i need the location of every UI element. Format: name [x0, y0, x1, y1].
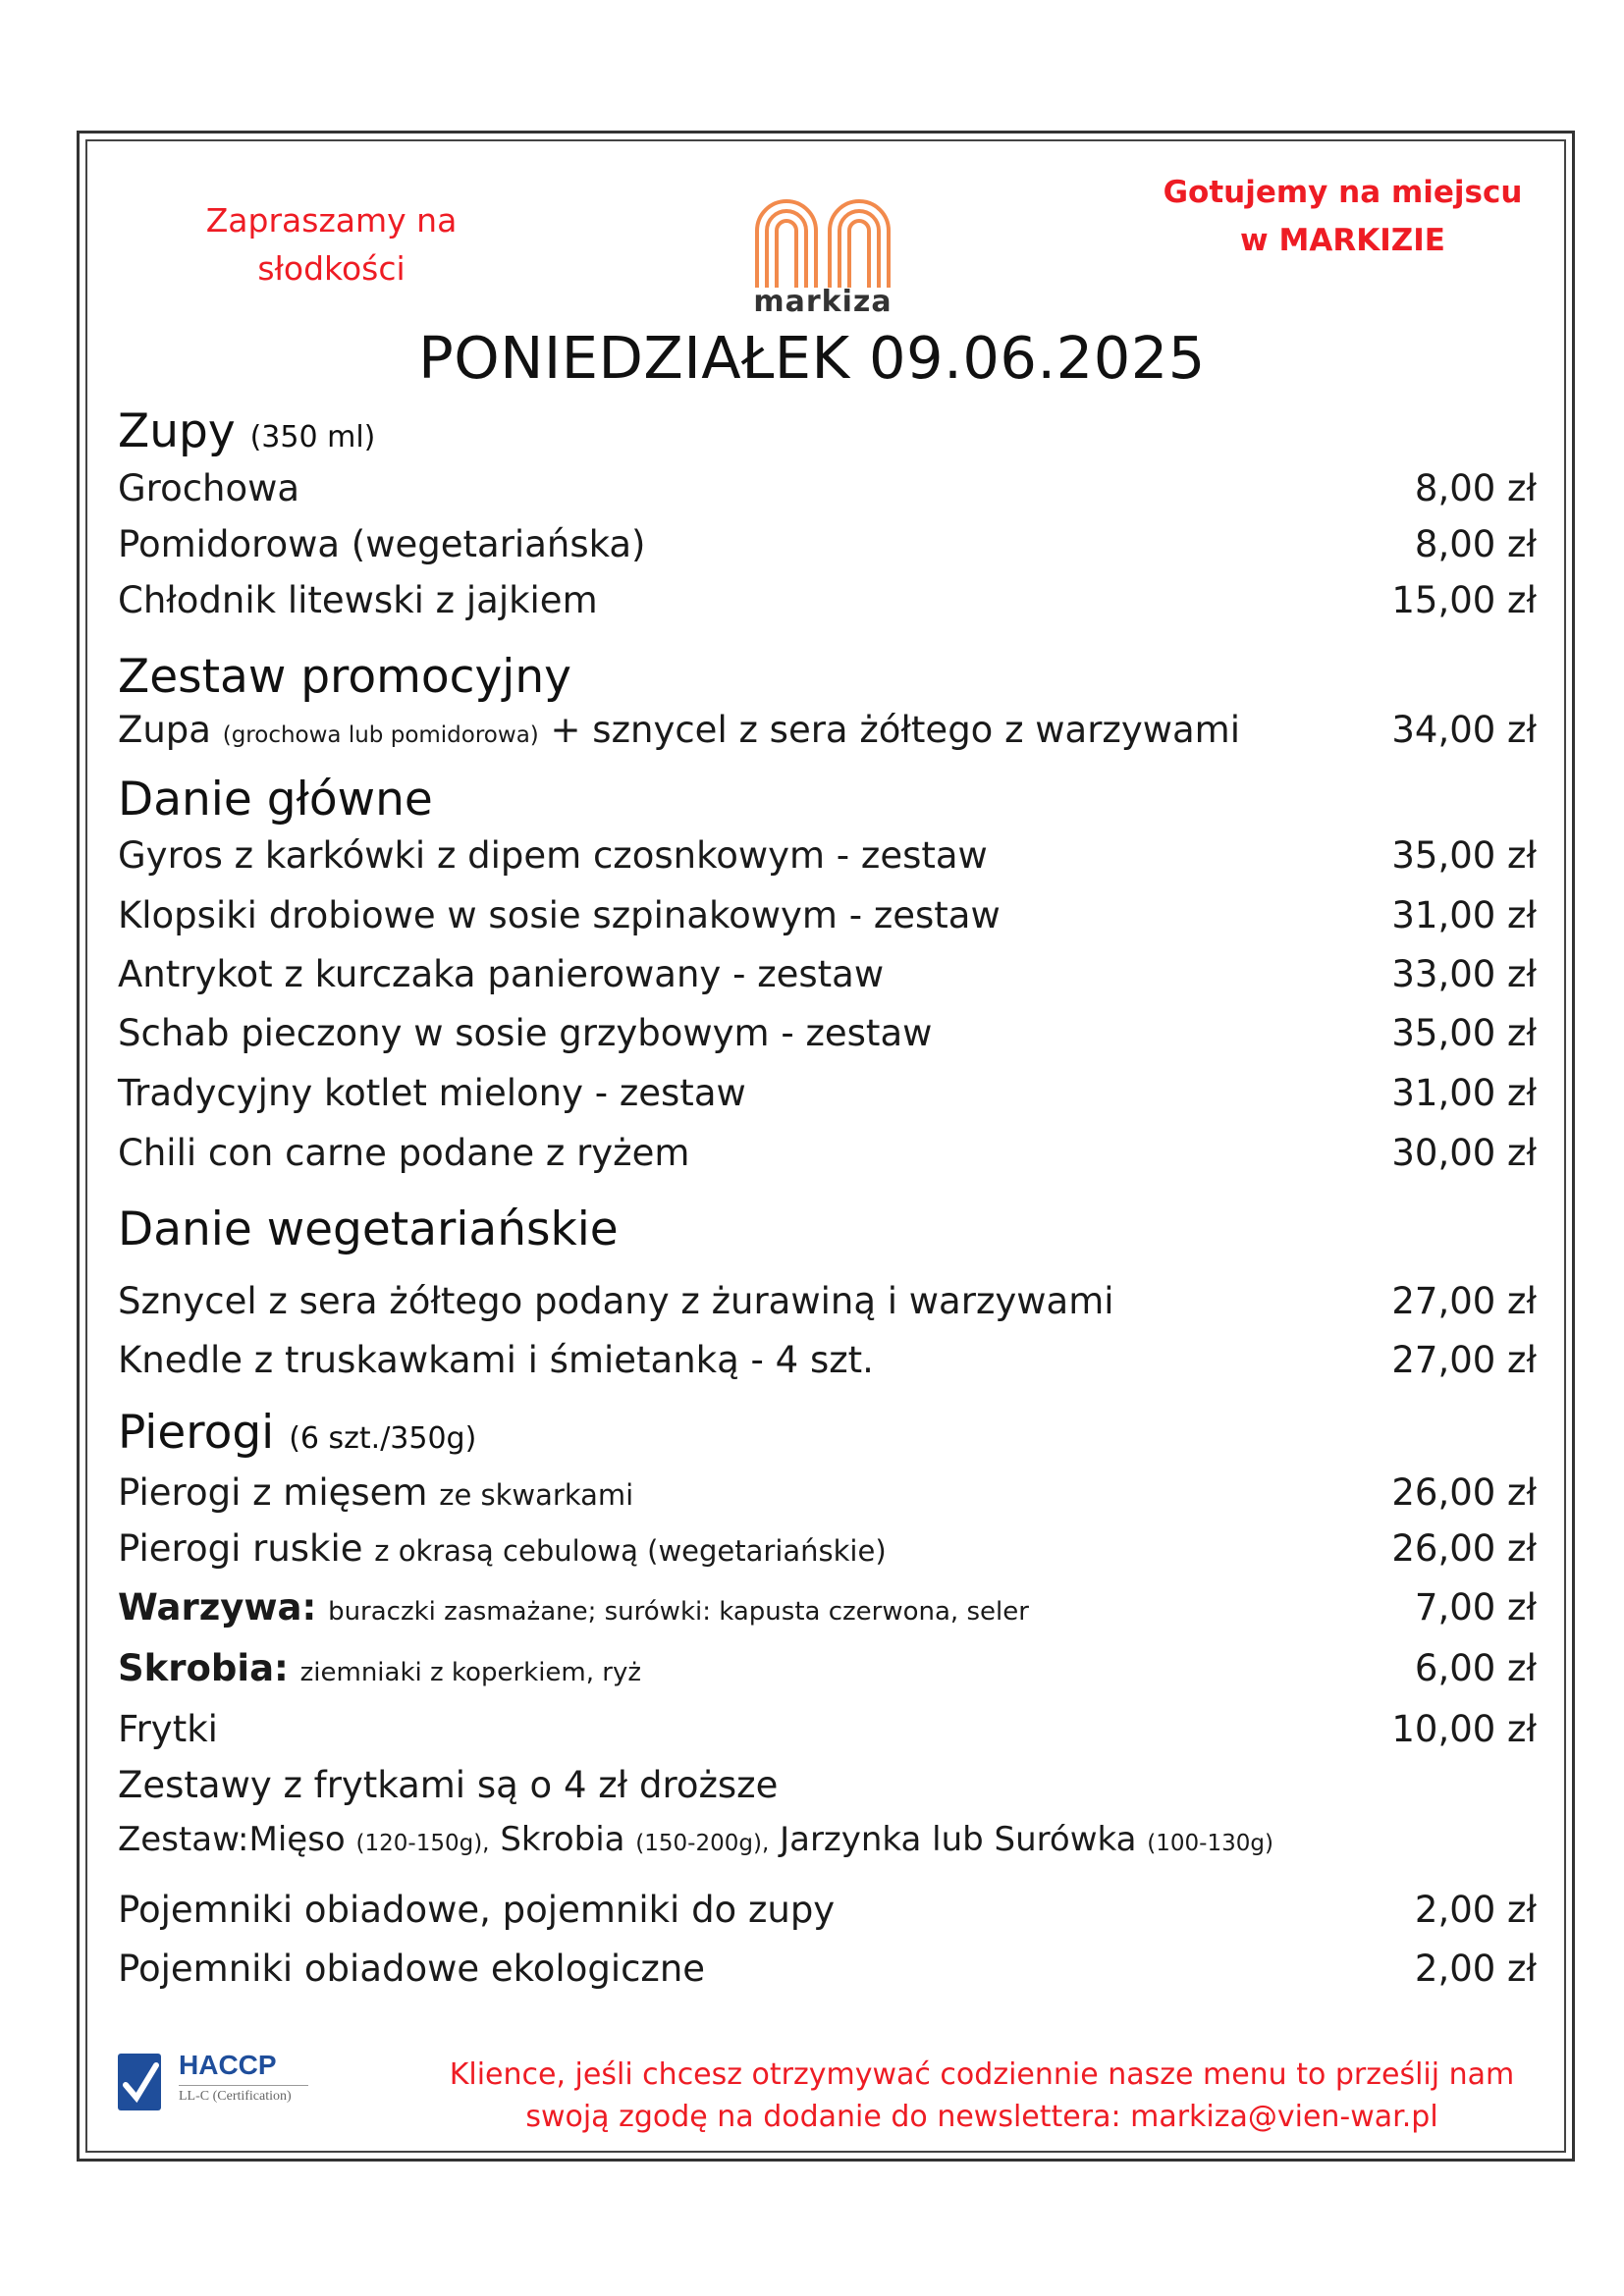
- item-price: 27,00 zł: [1391, 1280, 1537, 1322]
- haccp-check-icon: [116, 2052, 165, 2114]
- item-price: 15,00 zł: [1391, 579, 1537, 621]
- menu-item: [118, 1012, 1537, 1063]
- item-name: Knedle z truskawkami i śmietanką - 4 szt.: [118, 1339, 874, 1381]
- item-price: 27,00 zł: [1391, 1339, 1537, 1381]
- vegetarian-heading: Danie wegetariańskie: [118, 1202, 619, 1256]
- item-name: Sznycel z sera żółtego podany z żurawiną i warzywami: [118, 1280, 1114, 1322]
- item-price: 26,00 zł: [1391, 1527, 1537, 1570]
- set-composition-text: [118, 1820, 1273, 1859]
- item-name: Schab pieczony w sosie grzybowym - zestaw: [118, 1012, 933, 1054]
- soups-volume-note: (350 ml): [249, 420, 376, 454]
- menu-item: [118, 1527, 1537, 1578]
- item-price: 30,00 zł: [1391, 1132, 1537, 1174]
- pierogi-heading-label: Pierogi: [118, 1406, 275, 1460]
- menu-item: [118, 1471, 1537, 1522]
- item-price: 33,00 zł: [1391, 953, 1537, 995]
- set-meat: Zestaw:Mięso: [118, 1820, 346, 1859]
- item-name: Pomidorowa (wegetariańska): [118, 523, 646, 565]
- item-name: Pojemniki obiadowe, pojemniki do zupy: [118, 1889, 836, 1931]
- item-price: 31,00 zł: [1391, 894, 1537, 936]
- item-price: 10,00 zł: [1391, 1708, 1537, 1750]
- starch-detail: ziemniaki z koperkiem, ryż: [299, 1658, 641, 1687]
- set-veg-weight: (100-130g): [1147, 1831, 1273, 1856]
- item-price: 26,00 zł: [1391, 1471, 1537, 1514]
- menu-item: [118, 894, 1537, 945]
- page-title: PONIEDZIAŁEK 09.06.2025: [418, 324, 1206, 392]
- menu-item: [118, 1586, 1537, 1637]
- item-name: [118, 1471, 633, 1514]
- set-starch-weight: (150-200g),: [635, 1831, 770, 1856]
- promo-set-soup-options: (grochowa lub pomidorowa): [222, 722, 539, 748]
- promo-set-heading: Zestaw promocyjny: [118, 650, 571, 704]
- menu-item: [118, 953, 1537, 1004]
- item-price: 31,00 zł: [1391, 1072, 1537, 1114]
- haccp-badge: [116, 2050, 322, 2118]
- item-name: Gyros z karkówki z dipem czosnkowym - zestaw: [118, 834, 988, 877]
- menu-item: [118, 579, 1537, 630]
- menu-item: [118, 1280, 1537, 1331]
- soups-heading-label: Zupy: [118, 404, 236, 458]
- item-name: [118, 1586, 1029, 1629]
- menu-item: [118, 1072, 1537, 1123]
- item-name: Antrykot z kurczaka panierowany - zestaw: [118, 953, 885, 995]
- sweets-invitation-line1: Zapraszamy na: [205, 201, 458, 240]
- item-price: 35,00 zł: [1391, 834, 1537, 877]
- item-price: 7,00 zł: [1414, 1586, 1537, 1629]
- menu-item: [118, 1647, 1537, 1698]
- newsletter-line1: Klience, jeśli chcesz otrzymywać codziennie nasze menu to prześlij nam: [449, 2057, 1515, 2092]
- newsletter-line2: swoją zgodę na dodanie do newslettera: markiza@vien-war.pl: [525, 2100, 1438, 2134]
- sweets-invitation: [187, 196, 476, 293]
- haccp-title: HACCP: [179, 2050, 277, 2080]
- vegetables-detail: buraczki zasmażane; surówki: kapusta czerwona, seler: [328, 1597, 1029, 1627]
- pierogi-ruskie-detail: z okrasą cebulową (wegetariańskie): [374, 1534, 887, 1568]
- promo-set-name-b: + sznycel z sera żółtego z warzywami: [550, 709, 1240, 751]
- pierogi-ruskie-name: Pierogi ruskie: [118, 1527, 363, 1570]
- item-price: 8,00 zł: [1414, 467, 1537, 509]
- set-veg: Jarzynka lub Surówka: [780, 1820, 1137, 1859]
- starch-label: Skrobia:: [118, 1647, 289, 1689]
- menu-item: [118, 1889, 1537, 1940]
- item-name: [118, 709, 1240, 751]
- item-name: Klopsiki drobiowe w sosie szpinakowym - zestaw: [118, 894, 1001, 936]
- menu-item: [118, 467, 1537, 518]
- item-price: 6,00 zł: [1414, 1647, 1537, 1689]
- item-name: Pojemniki obiadowe ekologiczne: [118, 1948, 706, 1990]
- item-price: 34,00 zł: [1391, 709, 1537, 751]
- item-name: Grochowa: [118, 467, 300, 509]
- item-name: [118, 1647, 641, 1689]
- menu-item: [118, 834, 1537, 885]
- fries-note-text: Zestawy z frytkami są o 4 zł droższe: [118, 1764, 779, 1806]
- pierogi-portion-note: (6 szt./350g): [289, 1421, 477, 1456]
- item-name: Chili con carne podane z ryżem: [118, 1132, 690, 1174]
- item-price: 8,00 zł: [1414, 523, 1537, 565]
- item-name: [118, 1527, 887, 1570]
- pierogi-meat-detail: ze skwarkami: [439, 1478, 634, 1512]
- item-price: 35,00 zł: [1391, 1012, 1537, 1054]
- pierogi-heading: [118, 1406, 476, 1460]
- set-meat-weight: (120-150g),: [355, 1831, 490, 1856]
- item-name: Tradycyjny kotlet mielony - zestaw: [118, 1072, 746, 1114]
- menu-item: [118, 1132, 1537, 1183]
- item-name: Frytki: [118, 1708, 218, 1750]
- set-composition: [118, 1820, 1537, 1871]
- cooking-onsite-line1: Gotujemy na miejscu: [1163, 175, 1523, 210]
- item-price: 2,00 zł: [1414, 1948, 1537, 1990]
- brand-name: markiza: [753, 285, 893, 319]
- menu-item: [118, 523, 1537, 574]
- item-price: 2,00 zł: [1414, 1889, 1537, 1931]
- cooking-onsite-line2: w MARKIZIE: [1240, 223, 1445, 258]
- mains-heading: Danie główne: [118, 773, 433, 827]
- menu-item: [118, 1339, 1537, 1390]
- item-name: Chłodnik litewski z jajkiem: [118, 579, 598, 621]
- menu-item: [118, 1948, 1537, 1999]
- haccp-subtitle: LL-C (Certification): [179, 2089, 292, 2104]
- menu-item: [118, 1708, 1537, 1759]
- newsletter-note: [412, 2054, 1551, 2138]
- set-starch: Skrobia: [500, 1820, 625, 1859]
- soups-heading: [118, 404, 375, 458]
- fries-note: [118, 1764, 1537, 1815]
- sweets-invitation-line2: słodkości: [257, 249, 406, 288]
- promo-set-name-a: Zupa: [118, 709, 211, 751]
- vegetables-label: Warzywa:: [118, 1586, 317, 1629]
- pierogi-meat-name: Pierogi z mięsem: [118, 1471, 428, 1514]
- cooking-onsite-note: [1149, 169, 1537, 265]
- menu-item: [118, 709, 1537, 760]
